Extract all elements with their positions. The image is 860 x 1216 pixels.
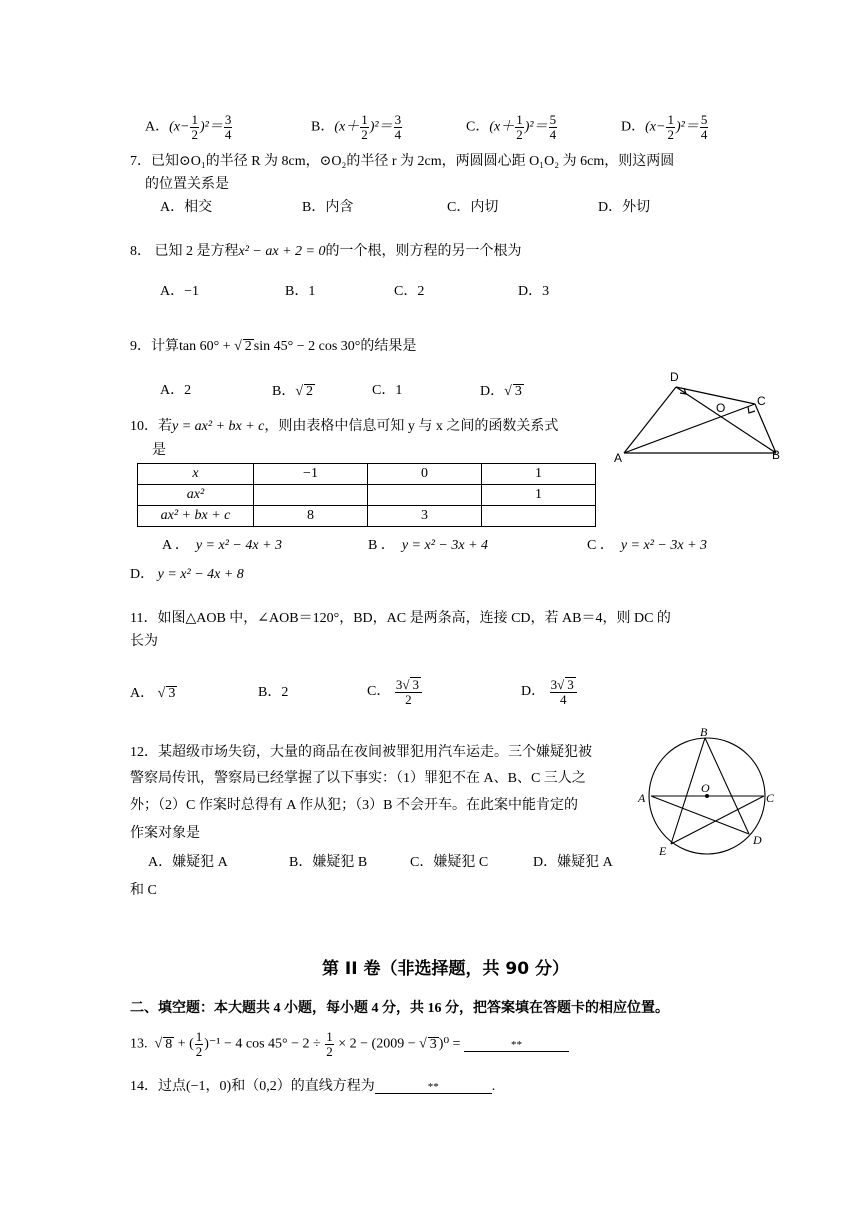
q8-option-c: C．2 (394, 284, 425, 299)
table-cell: 0 (368, 464, 482, 485)
q10-option-b: B ． y = x² − 3x + 4 (368, 538, 489, 553)
label-b: B (772, 448, 781, 462)
table-cell (368, 485, 482, 506)
q10-option-c: C ． y = x² − 3x + 3 (587, 538, 708, 553)
q10-stem-line2: 是 (152, 443, 166, 458)
label-d: D (670, 370, 679, 384)
q12-option-c: C．嫌疑犯 C (410, 855, 489, 870)
q14-answer-blank[interactable]: ** (375, 1082, 492, 1094)
table-cell: ax² (138, 485, 254, 506)
label-c: C (766, 791, 775, 805)
q8-option-a: A．−1 (160, 284, 200, 299)
label-d: D (753, 833, 762, 847)
q11-option-d: D． $\frac{3√ 3}{4}$ (521, 677, 578, 707)
q6-option-a: A．(x− $\frac{1}{2}$ )²＝ $\frac{3}{4}$ (145, 112, 232, 142)
q12-line1: 12．某超级市场失窃，大量的商品在夜间被罪犯用汽车运走。三个嫌疑犯被 (130, 745, 592, 760)
q11-line1: 11．如图△AOB 中，∠AOB＝120°，BD，AC 是两条高，连接 CD，若 AB＝4，则 DC 的 (130, 611, 671, 626)
q8-option-d: D．3 (518, 284, 550, 299)
q7-option-a: A．相交 (160, 200, 213, 215)
table-cell: x (138, 464, 254, 485)
table-cell (482, 506, 596, 527)
q6-option-c: C．(x＋ $\frac{1}{2}$ )²＝ $\frac{5}{4}$ (466, 112, 557, 142)
q12-option-d-tail: 和 C (130, 883, 157, 898)
q9-option-d: D．√ 3 (480, 384, 522, 399)
q11-option-b: B．2 (258, 685, 289, 700)
q9-option-c: C．1 (372, 383, 403, 398)
q13-stem: 13. √ 8 + ( $\frac{1}{2}$ )⁻¹ − 4 cos 45° − 2 ÷ $\frac{1}{2}$ × 2 − (2009 − √ 3 )⁰ = ** (130, 1030, 569, 1059)
q6-option-b: B．(x＋ $\frac{1}{2}$ )²＝ $\frac{3}{4}$ (311, 112, 402, 142)
q7-line1: 7．已知⊙O₁的半径 R 为 8cm，⊙O₂的半径 r 为 2cm，两圆圆心距 O₁O₂ 为 6cm，则这两圆 (130, 154, 675, 169)
label-a: A (638, 791, 646, 805)
table-cell (254, 485, 368, 506)
q10-stem: 10．若y = ax² + bx + c，则由表格中信息可知 y 与 x 之间的函数关系式 (130, 419, 559, 434)
table-cell: 1 (482, 464, 596, 485)
q11-option-c: C． $\frac{3√ 3}{2}$ (367, 677, 423, 707)
q7-option-b: B．内含 (302, 200, 354, 215)
q12-option-b: B．嫌疑犯 B (289, 855, 368, 870)
part2-title: 第 II 卷（非选择题，共 90 分） (322, 959, 569, 979)
q6-option-d: D．(x− $\frac{1}{2}$ )²＝ $\frac{5}{4}$ (621, 112, 708, 142)
q8-stem: 8． 已知 2 是方程x² − ax + 2 = 0的一个根，则方程的另一个根为 (130, 244, 522, 259)
q9-option-b: B．√ 2 (272, 384, 314, 399)
q7-option-d: D．外切 (598, 200, 651, 215)
q9-option-a: A．2 (160, 383, 192, 398)
table-cell: ax² + bx + c (138, 506, 254, 527)
label-c: C (757, 394, 766, 408)
table-cell: 8 (254, 506, 368, 527)
label-o: O (716, 401, 726, 415)
q12-line3: 外；（2）C 作案时总得有 A 作从犯；（3）B 不会开车。在此案中能肯定的 (130, 798, 579, 813)
q12-option-a: A．嫌疑犯 A (148, 855, 228, 870)
q12-line4: 作案对象是 (130, 826, 200, 841)
values-table (137, 463, 596, 527)
label-e: E (659, 844, 667, 858)
label-a: A (614, 451, 623, 464)
section-instruction: 二、填空题：本大题共 4 小题，每小题 4 分，共 16 分，把答案填在答题卡的相应位置。 (130, 1001, 669, 1016)
q13-answer-blank[interactable]: ** (464, 1040, 569, 1052)
label-b: B (700, 725, 708, 739)
q10-option-a: A ． y = x² − 4x + 3 (162, 538, 283, 553)
label-o: O (701, 781, 710, 795)
q11-option-a: A． √ 3 (130, 686, 176, 701)
q7-line2: 的位置关系是 (145, 177, 229, 192)
q9-stem: 9．计算tan 60° + √ 2 sin 45° − 2 cos 30°的结果是 (130, 339, 417, 354)
q12-option-d: D．嫌疑犯 A (533, 855, 613, 870)
q7-option-c: C．内切 (447, 200, 499, 215)
table-cell: 3 (368, 506, 482, 527)
circle-star-figure (635, 720, 790, 865)
quadrilateral-figure (610, 364, 795, 464)
q14-stem: 14．过点(−1，0)和（0,2）的直线方程为 ** . (130, 1079, 496, 1094)
q10-option-d: D． y = x² − 4x + 8 (130, 567, 244, 582)
table-cell: 1 (482, 485, 596, 506)
table-cell: −1 (254, 464, 368, 485)
q12-line2: 警察局传讯，警察局已经掌握了以下事实：（1）罪犯不在 A、B、C 三人之 (130, 771, 586, 786)
q11-line2: 长为 (130, 634, 158, 649)
q8-option-b: B．1 (285, 284, 316, 299)
